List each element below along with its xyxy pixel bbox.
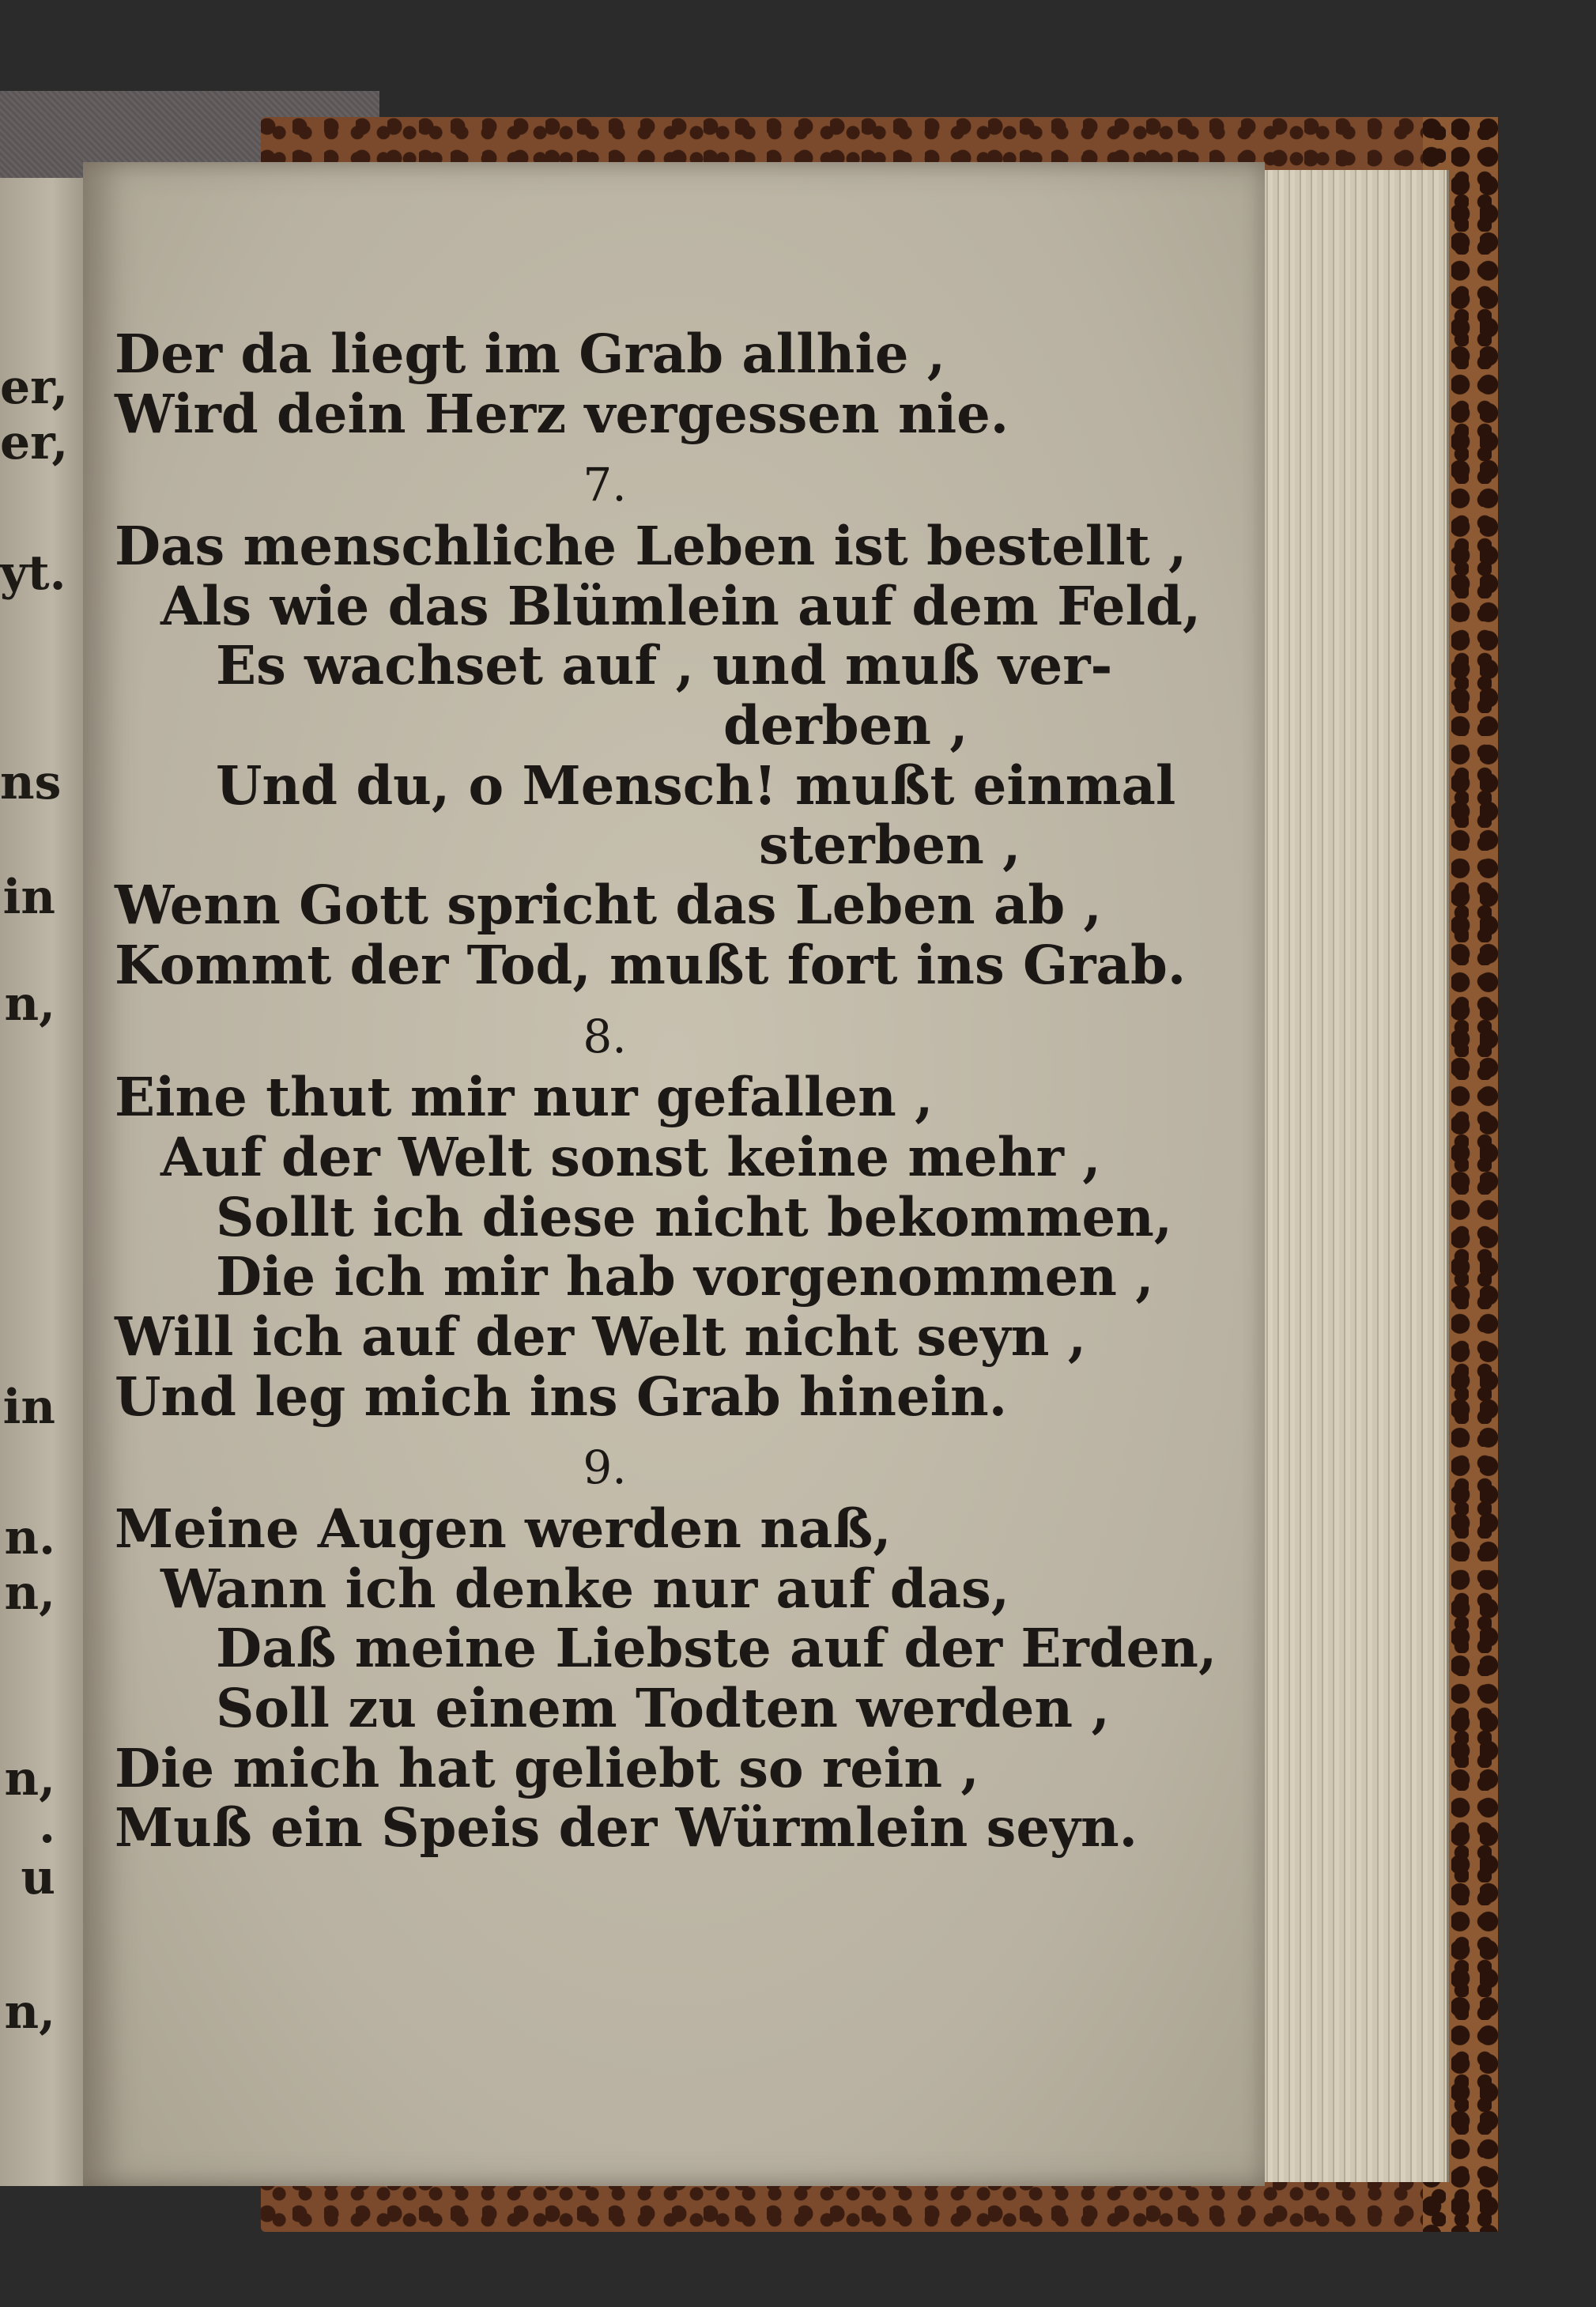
- left-page-fragment: u: [21, 1850, 55, 1905]
- verse-line: Und du, o Mensch! mußt einmal: [216, 753, 1176, 817]
- intro-line: Der da liegt im Grab allhie ,: [115, 323, 946, 385]
- verse-line: Es wachset auf , und muß ver-: [216, 634, 1113, 697]
- verse-line: Die mich hat geliebt so rein ,: [115, 1736, 979, 1799]
- verse-line: Sollt ich diese nicht bekommen,: [216, 1185, 1173, 1248]
- verse-line: derben ,: [723, 694, 968, 757]
- verse-line: Will ich auf der Welt nicht seyn ,: [115, 1305, 1087, 1368]
- left-page-fragment: n,: [4, 976, 55, 1032]
- verse-line: Soll zu einem Todten werden ,: [216, 1676, 1110, 1739]
- verse-line: Eine thut mir nur gefallen ,: [115, 1066, 934, 1129]
- stanza-number: 9.: [583, 1440, 627, 1495]
- poem-text: [115, 323, 1217, 1860]
- verse-line: Wann ich denke nur auf das,: [160, 1557, 1010, 1620]
- left-page-fragment: n,: [4, 1751, 55, 1807]
- verse-line: Auf der Welt sonst keine mehr ,: [160, 1125, 1101, 1188]
- stanza-number: 7.: [583, 458, 627, 512]
- left-page-fragment: er,: [0, 415, 69, 470]
- left-page-fragment: in: [2, 870, 55, 925]
- left-page-fragment: in: [2, 1380, 55, 1435]
- left-page-fragment: n,: [4, 1984, 55, 2040]
- right-page: [83, 162, 1265, 2186]
- stanza-number: 8.: [583, 1009, 627, 1063]
- verse-line: sterben ,: [759, 814, 1021, 877]
- left-page-fragment: n,: [4, 1565, 55, 1621]
- left-page-fragment: n.: [4, 1510, 55, 1565]
- left-page-fragment: er,: [0, 360, 69, 415]
- left-page: [0, 178, 87, 2186]
- verse-line: Als wie das Blümlein auf dem Feld,: [160, 574, 1202, 637]
- verse-line: Und leg mich ins Grab hinein.: [115, 1365, 1008, 1428]
- verse-line: Daß meine Liebste auf der Erden,: [216, 1617, 1217, 1680]
- left-page-fragment: ns: [0, 755, 62, 810]
- verse-line: Die ich mir hab vorgenommen ,: [216, 1245, 1154, 1308]
- verse-line: Kommt der Tod, mußt fort ins Grab.: [115, 933, 1187, 996]
- verse-line: Das menschliche Leben ist bestellt ,: [115, 514, 1187, 577]
- left-page-fragment: .: [39, 1799, 55, 1854]
- verse-line: Wenn Gott spricht das Leben ab ,: [115, 874, 1102, 937]
- intro-line: Wird dein Herz vergessen nie.: [115, 382, 1009, 445]
- verse-line: Meine Augen werden naß,: [115, 1497, 892, 1560]
- left-page-fragment: yt.: [0, 546, 66, 601]
- verse-line: Muß ein Speis der Würmlein seyn.: [115, 1796, 1138, 1860]
